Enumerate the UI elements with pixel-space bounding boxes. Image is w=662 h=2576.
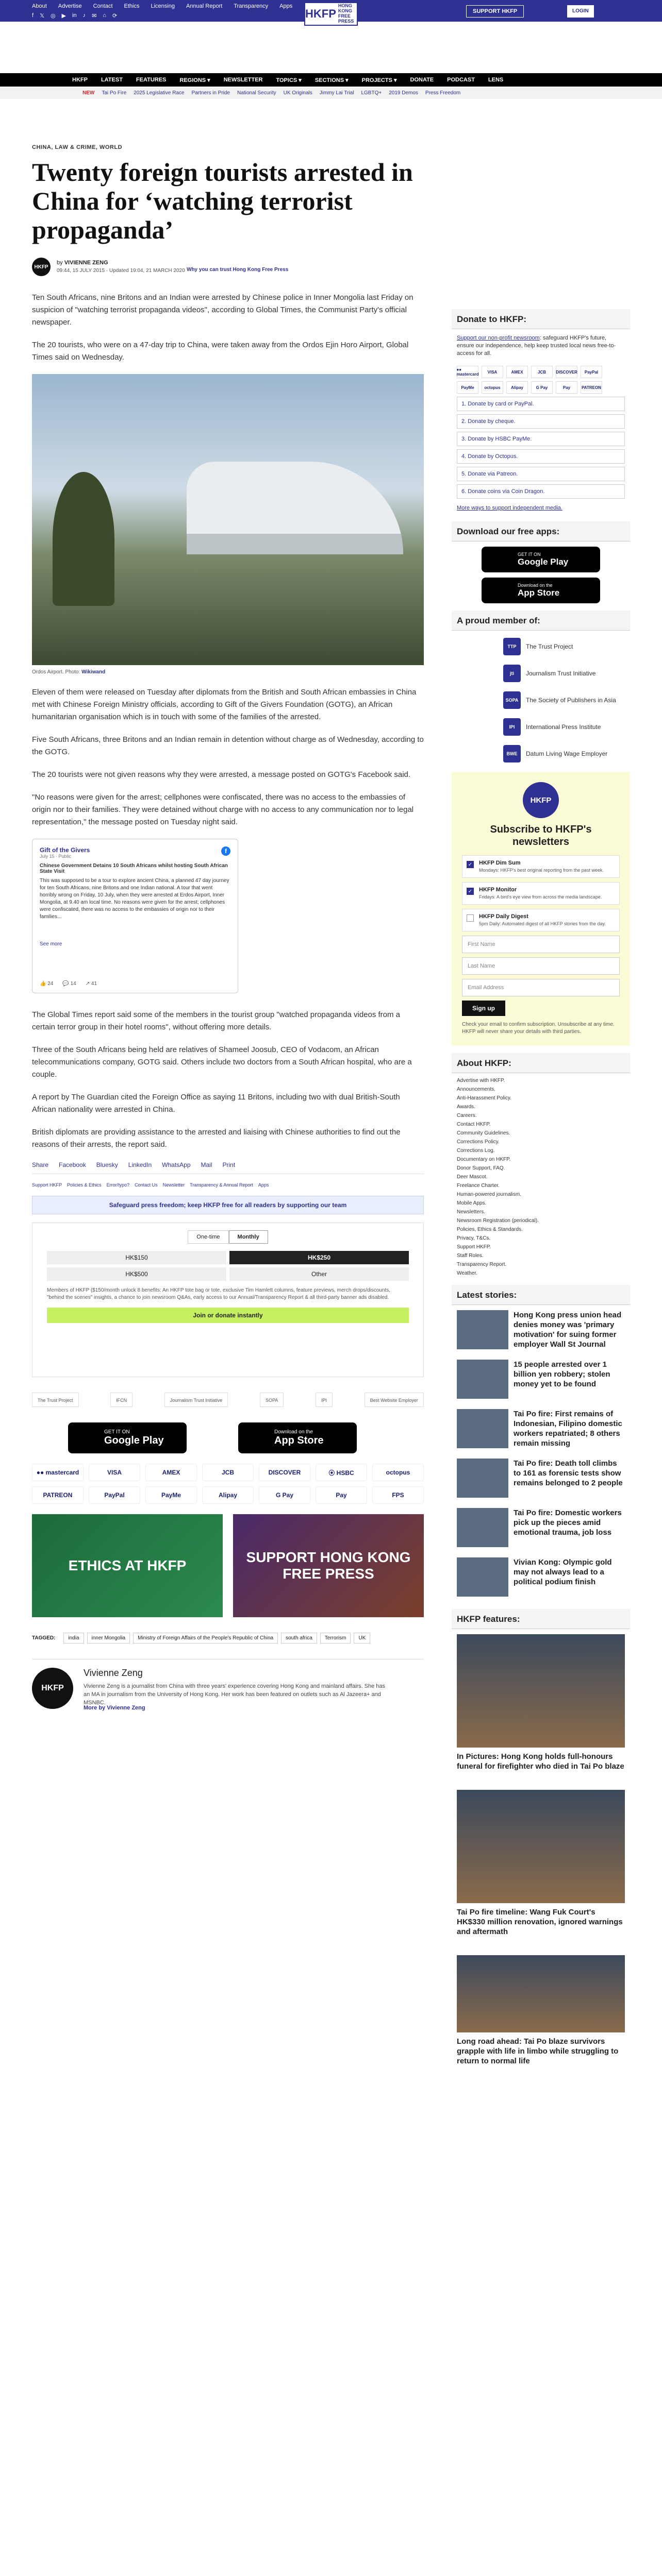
about-link[interactable]: Freelance Charter.: [457, 1183, 500, 1189]
fb-comment-count[interactable]: 💬 14: [62, 981, 76, 987]
policy-link[interactable]: Contact Us: [135, 1182, 158, 1188]
article-body: [32, 292, 424, 1151]
support-promo[interactable]: SUPPORT HONG KONG FREE PRESS: [233, 1514, 424, 1617]
about-list: [452, 1073, 630, 1278]
ipi-logo[interactable]: IPI: [316, 1393, 333, 1407]
paragraph: A report by The Guardian cited the Foreign Office as saying 11 Britons, including two with dual British-South African nationality were arrested in China.: [32, 1093, 400, 1114]
nav-topics[interactable]: TOPICS ▾: [276, 77, 302, 83]
story-thumbnail[interactable]: [457, 1557, 508, 1597]
fb-share-count[interactable]: ↗ 41: [85, 981, 97, 987]
about-link[interactable]: Corrections Log.: [457, 1148, 495, 1154]
about-link[interactable]: Anti-Harassment Policy.: [457, 1095, 511, 1101]
newsletter-option-dim-sum[interactable]: ✓ HKFP Dim Sum Mondays: HKFP's best original reporting from the past week.: [462, 855, 620, 878]
author-avatar[interactable]: HKFP: [32, 258, 51, 276]
patreon-icon[interactable]: PATREON: [32, 1486, 84, 1504]
paragraph: Eleven of them were released on Tuesday after diplomats from the British and South African embassies in China met with Chinese Foreign Ministry officials, according to Gift of the Givers Foundation (GOTG), an African humanitarian organisation which is in touch with some of the families of the arrested.: [32, 688, 417, 721]
monthly-tab[interactable]: Monthly: [229, 1230, 268, 1244]
jcb-icon: JCB: [531, 366, 553, 378]
member-heading: A proud member of:: [452, 611, 630, 631]
payme-icon: PayMe: [457, 381, 478, 394]
trust-link[interactable]: Why you can trust Hong Kong Free Press: [187, 267, 289, 273]
about-link[interactable]: Mobile Apps.: [457, 1200, 487, 1206]
apps-heading: Download our free apps:: [452, 521, 630, 541]
donate-method[interactable]: 6. Donate coins via Coin Dragon.: [457, 484, 625, 499]
article-dates: 09:44, 15 JULY 2015 · Updated 19:04, 21 MARCH 2020: [57, 268, 185, 274]
caption-source-link[interactable]: Wikiwand: [81, 669, 106, 675]
login-button[interactable]: LOGIN: [567, 5, 594, 18]
about-link[interactable]: Documentary on HKFP.: [457, 1157, 511, 1162]
nav-lens[interactable]: LENS: [488, 77, 504, 83]
top-link-ethics[interactable]: Ethics: [124, 3, 140, 9]
feature-story[interactable]: Long road ahead: Tai Po blaze survivors grapple with life in limbo while struggling to return to normal life: [452, 1950, 630, 2079]
subnav-item[interactable]: Press Freedom: [425, 90, 461, 96]
youtube-icon[interactable]: ▶: [61, 13, 67, 19]
linkedin-icon[interactable]: in: [72, 12, 77, 19]
patreon-icon: PATREON: [581, 381, 602, 394]
email-input[interactable]: Email Address: [462, 979, 620, 996]
applepay-icon[interactable]: Pay: [316, 1486, 367, 1504]
amex-icon[interactable]: AMEX: [145, 1464, 197, 1481]
more-by-author-link[interactable]: More by Vivienne Zeng: [84, 1705, 145, 1711]
nav-sections[interactable]: SECTIONS ▾: [315, 77, 349, 83]
checkbox-checked-icon[interactable]: ✓: [467, 861, 474, 868]
author-link[interactable]: VIVIENNE ZENG: [64, 260, 108, 266]
about-link[interactable]: Contact HKFP.: [457, 1122, 491, 1127]
paragraph: "No reasons were given for the arrest; cellphones were confiscated, there was no access to the embassies of origin nor to their families. They were detained without charge with no access to any communication nor to legal representation," the message posted on Tuesday night said.: [32, 793, 414, 826]
sopa-logo[interactable]: SOPA: [260, 1393, 284, 1407]
first-name-input[interactable]: First Name: [462, 936, 620, 953]
alipay-icon: Alipay: [506, 381, 528, 394]
subnav-item[interactable]: 2025 Legislative Race: [134, 90, 185, 96]
about-link[interactable]: Transparency Report.: [457, 1262, 507, 1267]
amount-500[interactable]: HK$500: [47, 1267, 226, 1281]
google-play-badge[interactable]: GET IT ON Google Play: [68, 1422, 187, 1453]
sidebar-payment-icons: [452, 363, 630, 397]
feature-image[interactable]: [457, 1790, 625, 1903]
latest-heading: Latest stories:: [452, 1285, 630, 1305]
feature-story[interactable]: Tai Po fire timeline: Wang Fuk Court's HK$330 million renovation, ignored warnings and aftermath: [452, 1785, 630, 1950]
donate-method[interactable]: 3. Donate by HSBC PayMe.: [457, 432, 625, 446]
nav-features[interactable]: FEATURES: [136, 77, 167, 83]
share-bar: [32, 1161, 424, 1174]
share-facebook[interactable]: Facebook: [59, 1161, 86, 1168]
fb-reactions: [40, 981, 97, 987]
discover-icon[interactable]: DISCOVER: [259, 1464, 310, 1481]
visa-icon: VISA: [482, 366, 503, 378]
paragraph: The 20 tourists, who were on a 47-day trip to China, were taken away from the Ordos Ejin Horo Airport, Global Times said on Wednesday.: [32, 341, 409, 362]
paypal-icon: PayPal: [581, 366, 602, 378]
about-link[interactable]: Human-powered journalism.: [457, 1192, 522, 1197]
share-linkedin[interactable]: LinkedIn: [128, 1161, 152, 1168]
author-bio: Vivienne Zeng is a journalist from China with three years' experience covering Hong Kong and mainland affairs. She has an MA in journalism from the University of Hong Kong. Her work has been featured on outlets such as Al Jazeera+ and MSNBC.: [84, 1683, 386, 1706]
about-heading: About HKFP:: [452, 1053, 630, 1073]
about-link[interactable]: Weather.: [457, 1270, 477, 1276]
top-link-licensing[interactable]: Licensing: [151, 3, 175, 9]
about-link[interactable]: Announcements.: [457, 1087, 496, 1092]
top-link-advertise[interactable]: Advertise: [58, 3, 82, 9]
about-link[interactable]: Staff Roles.: [457, 1253, 484, 1259]
story-thumbnail[interactable]: [457, 1409, 508, 1448]
latest-story[interactable]: Vivian Kong: Olympic gold may not always lead to a political podium finish: [452, 1552, 630, 1602]
tag[interactable]: Terrorism: [320, 1633, 351, 1643]
main-nav: [0, 73, 662, 87]
join-donate-button[interactable]: Join or donate instantly: [47, 1308, 409, 1323]
fb-like-count[interactable]: 👍 24: [40, 981, 54, 987]
newsletter-logo: HKFP: [523, 782, 559, 818]
tag[interactable]: india: [63, 1633, 84, 1643]
share-label[interactable]: Share: [32, 1161, 49, 1168]
image-caption: Ordos Airport. Photo: Wikiwand: [32, 669, 106, 675]
tag-list: [32, 1633, 424, 1643]
tag[interactable]: Ministry of Foreign Affairs of the People's Republic of China: [133, 1633, 278, 1643]
rss-icon[interactable]: ⟳: [112, 13, 118, 19]
author-box: [32, 1659, 424, 1716]
tag[interactable]: inner Mongolia: [87, 1633, 130, 1643]
subnav-item[interactable]: UK Originals: [283, 90, 312, 96]
nav-projects[interactable]: PROJECTS ▾: [361, 77, 397, 83]
amount-other[interactable]: Other: [229, 1267, 409, 1281]
alipay-icon[interactable]: Alipay: [202, 1486, 254, 1504]
feature-story[interactable]: In Pictures: Hong Kong holds full-honours funeral for firefighter who died in Tai Po blaze: [452, 1629, 630, 1785]
hsbc-icon[interactable]: ⦿ HSBC: [316, 1464, 367, 1481]
feature-image[interactable]: [457, 1634, 625, 1748]
social-icons: [32, 12, 117, 19]
hero-image-ordos-airport: [32, 374, 424, 665]
latest-story[interactable]: Tai Po fire: Death toll climbs to 161 as forensic tests show remains belonged to 2 people: [452, 1453, 630, 1503]
jti-logo[interactable]: Journalism Trust Initiative: [164, 1393, 228, 1407]
nav-newsletter[interactable]: NEWSLETTER: [223, 77, 263, 83]
about-link[interactable]: Newsletters.: [457, 1209, 486, 1215]
top-bar: [0, 0, 662, 22]
article-category[interactable]: CHINA, LAW & CRIME, WORLD: [32, 144, 123, 150]
visa-icon[interactable]: VISA: [89, 1464, 140, 1481]
app-store-badges: [68, 1422, 424, 1453]
paragraph: Three of the South Africans being held are relatives of Shameel Joosub, CEO of Vodacom, an African telecommunications company, GOTG said. Others include two doctors from a South African hospital, who are a couple.: [32, 1045, 412, 1079]
membership-note: Members of HKFP ($150/month unlock 8 benefits: An HKFP tote bag or tote, exclusive Tim Hamlett columns, feature previews, merch drops/discounts, "behind the scenes" insights, a chance to join newsroom Q&As, early access to our Annual/Transparency Report & all third-party banner ads disabled.: [47, 1287, 391, 1300]
donate-heading: Donate to HKFP:: [452, 309, 630, 329]
nav-hkfp[interactable]: HKFP: [72, 77, 88, 83]
author-line: by VIVIENNE ZENG: [57, 260, 108, 266]
tiktok-icon[interactable]: ♪: [82, 12, 86, 19]
paragraph: The Global Times report said some of the members in the tourist group "watched propaganda videos from a certain terror group in their hotel rooms", without offering more details.: [32, 1010, 401, 1031]
paypal-icon[interactable]: PayPal: [89, 1486, 140, 1504]
about-link[interactable]: Careers.: [457, 1113, 477, 1118]
features-heading: HKFP features:: [452, 1609, 630, 1629]
amount-250[interactable]: HK$250: [229, 1251, 409, 1264]
sign-up-button[interactable]: Sign up: [462, 1001, 505, 1016]
support-newsroom-link[interactable]: Support our non-profit newsroom: [457, 335, 540, 341]
one-time-tab[interactable]: One-time: [188, 1230, 228, 1244]
payment-methods: [32, 1464, 424, 1504]
employer-logo[interactable]: Best Website Employer: [365, 1393, 424, 1407]
about-link[interactable]: Donor Support, FAQ.: [457, 1165, 505, 1171]
author-box-name[interactable]: Vivienne Zeng: [84, 1668, 143, 1678]
octopus-icon[interactable]: octopus: [372, 1464, 424, 1481]
about-link[interactable]: Deer Mascot.: [457, 1174, 488, 1180]
google-play-badge[interactable]: GET IT ON Google Play: [482, 547, 600, 572]
about-link[interactable]: Policies, Ethics & Standards.: [457, 1227, 523, 1232]
octopus-icon: octopus: [482, 381, 503, 394]
gpay-icon: G Pay: [531, 381, 553, 394]
policy-link[interactable]: Apps: [258, 1182, 269, 1188]
newsletter-note: Check your email to confirm subscription. Unsubscribe at any time. HKFP will never share your details with third parties.: [462, 1022, 615, 1035]
instagram-icon[interactable]: ◎: [50, 13, 56, 19]
last-name-input[interactable]: Last Name: [462, 957, 620, 975]
ifcn-logo[interactable]: IFCN: [110, 1393, 133, 1407]
article-title: Twenty foreign tourists arrested in China for ‘watching terrorist propaganda’: [32, 158, 413, 244]
donate-text: Support our non-profit newsroom: safeguard HKFP's future, ensure our independence, help keep trusted local news free-to-access for all.: [457, 335, 616, 357]
latest-story[interactable]: Tai Po fire: First remains of Indonesian, Filipino domestic workers repatriated; 8 others remain missing: [452, 1404, 630, 1453]
discover-icon: DISCOVER: [556, 366, 577, 378]
newsletter-title: Subscribe to HKFP's newsletters: [490, 824, 592, 848]
share-mail[interactable]: Mail: [201, 1161, 212, 1168]
top-link-annual-report[interactable]: Annual Report: [186, 3, 223, 9]
paragraph: British diplomats are providing assistance to the arrested and liaising with Chinese authorities to find out the reasons of their arrests, the report said.: [32, 1128, 401, 1149]
new-badge: NEW: [82, 90, 95, 96]
about-link[interactable]: Community Guidelines.: [457, 1130, 510, 1136]
subnav-item[interactable]: Partners in Pride: [191, 90, 230, 96]
facebook-icon[interactable]: f: [32, 12, 34, 19]
member-logo[interactable]: IPI International Press Institute: [503, 716, 630, 738]
support-hkfp-button[interactable]: SUPPORT HKFP: [466, 5, 524, 18]
newsletter-signup: [452, 772, 630, 1046]
member-logo[interactable]: jti Journalism Trust Initiative: [503, 663, 630, 684]
story-thumbnail[interactable]: [457, 1310, 508, 1349]
story-thumbnail[interactable]: [457, 1459, 508, 1498]
checkbox-checked-icon[interactable]: ✓: [467, 888, 474, 895]
donate-methods: [452, 397, 630, 499]
about-link[interactable]: Advertise with HKFP.: [457, 1078, 505, 1083]
fb-page-name[interactable]: Gift of the Givers: [40, 846, 90, 854]
safeguard-banner[interactable]: Safeguard press freedom; keep HKFP free for all readers by supporting our team: [32, 1196, 424, 1214]
byline: [32, 258, 424, 278]
latest-story[interactable]: Hong Kong press union head denies money was 'primary motivation' for suing former employer Wall St Journal: [452, 1305, 630, 1354]
gpay-icon[interactable]: G Pay: [259, 1486, 310, 1504]
story-thumbnail[interactable]: [457, 1360, 508, 1399]
partner-logos: [32, 1393, 424, 1407]
tag[interactable]: UK: [354, 1633, 370, 1643]
airport-building-shape: [187, 462, 403, 554]
ethics-promo[interactable]: ETHICS AT HKFP: [32, 1514, 223, 1617]
tagged-label: TAGGED:: [32, 1635, 56, 1641]
nav-donate[interactable]: DONATE: [410, 77, 434, 83]
amount-options: [47, 1251, 409, 1281]
feature-image[interactable]: [457, 1955, 625, 2032]
home-icon[interactable]: ⌂: [103, 12, 106, 19]
paragraph: The 20 tourists were not given reasons why they were arrested, a message posted on GOTG's Facebook said.: [32, 770, 411, 779]
about-link[interactable]: Corrections Policy.: [457, 1139, 500, 1145]
subnav-item[interactable]: Jimmy Lai Trial: [319, 90, 354, 96]
share-print[interactable]: Print: [222, 1161, 236, 1168]
hkfp-logo[interactable]: HKFP HONG KONG FREE PRESS: [304, 2, 358, 26]
policy-links: [32, 1182, 424, 1188]
nav-podcast[interactable]: PODCAST: [447, 77, 475, 83]
amount-150[interactable]: HK$150: [47, 1251, 226, 1264]
fps-icon[interactable]: FPS: [372, 1486, 424, 1504]
top-link-contact[interactable]: Contact: [93, 3, 113, 9]
mastercard-icon[interactable]: ●● mastercard: [32, 1464, 84, 1481]
fb-post-title: Chinese Government Detains 10 South Africans whilst hosting South African State Visit: [40, 863, 228, 874]
article: [32, 144, 424, 1716]
member-logo[interactable]: BWE Datum Living Wage Employer: [503, 743, 630, 765]
nav-latest[interactable]: LATEST: [101, 77, 123, 83]
about-link[interactable]: Awards.: [457, 1104, 475, 1110]
checkbox-icon[interactable]: [467, 914, 474, 922]
top-links: [32, 3, 318, 9]
paragraph: Five South Africans, three Britons and an Indian remain in detention without charge as of Wednesday, according to the GOTG.: [32, 735, 424, 756]
app-store-badge[interactable]: Download on the App Store: [482, 578, 600, 603]
about-link[interactable]: Privacy, T&Cs.: [457, 1235, 491, 1241]
amex-icon: AMEX: [506, 366, 528, 378]
subnav-item[interactable]: 2019 Demos: [389, 90, 418, 96]
jcb-icon[interactable]: JCB: [202, 1464, 254, 1481]
mastercard-icon: ●● mastercard: [457, 366, 478, 378]
about-link[interactable]: Support HKFP.: [457, 1244, 491, 1250]
newsletter-option-daily[interactable]: HKFP Daily Digest 5pm Daily: Automated digest of all HKFP stories from the day.: [462, 909, 620, 931]
fb-post-text: This was supposed to be a tour to explore ancient China, a planned 47 day journey for ten South Africans, nine Britons and one Indian national. A tour that went horribly wrong on Friday, 10 July, when they were arrested at Erdos Airport, Inner Mongolia, at 9.40 am local time. No reasons were given for the arrest; cellphones were confiscated, there was no access to the embassies of origin nor to their families...: [40, 878, 229, 920]
member-logo[interactable]: SOPA The Society of Publishers in Asia: [503, 689, 630, 711]
subnav-item[interactable]: LGBTQ+: [361, 90, 382, 96]
about-link[interactable]: Newsroom Registration (periodical).: [457, 1218, 539, 1224]
sidebar: [452, 309, 630, 2079]
author-box-avatar[interactable]: HKFP: [32, 1668, 73, 1709]
policy-link[interactable]: Transparency & Annual Report: [190, 1182, 253, 1188]
donate-method[interactable]: 5. Donate via Patreon.: [457, 467, 625, 481]
fb-post-date: July 15 · Public: [40, 854, 72, 859]
fb-see-more[interactable]: See more: [40, 941, 62, 947]
subnav-item[interactable]: Tai Po Fire: [102, 90, 127, 96]
donate-widget: [32, 1223, 424, 1377]
donate-method[interactable]: 1. Donate by card or PayPal.: [457, 397, 625, 411]
policy-link[interactable]: Error/typo?: [106, 1182, 130, 1188]
latest-story[interactable]: Tai Po fire: Domestic workers pick up the pieces amid emotional trauma, job loss: [452, 1503, 630, 1552]
top-link-transparency[interactable]: Transparency: [234, 3, 269, 9]
top-link-apps[interactable]: Apps: [279, 3, 293, 9]
donate-method[interactable]: 4. Donate by Octopus.: [457, 449, 625, 464]
newsletter-option-monitor[interactable]: ✓ HKFP Monitor Fridays: A bird's eye view from across the media landscape.: [462, 882, 620, 905]
latest-story[interactable]: 15 people arrested over 1 billion yen robbery; stolen money yet to be found: [452, 1354, 630, 1404]
tag[interactable]: south africa: [281, 1633, 317, 1643]
policy-link[interactable]: Newsletter: [162, 1182, 185, 1188]
facebook-icon: f: [221, 846, 230, 856]
trust-project-logo[interactable]: The Trust Project: [32, 1393, 79, 1407]
member-logo[interactable]: TTP The Trust Project: [503, 636, 630, 657]
tree-shape: [53, 472, 114, 606]
frequency-toggle: [47, 1230, 409, 1244]
nav-regions[interactable]: REGIONS ▾: [179, 77, 210, 83]
share-whatsapp[interactable]: WhatsApp: [162, 1161, 191, 1168]
app-store-badge[interactable]: Download on the App Store: [238, 1422, 357, 1453]
email-icon[interactable]: ✉: [92, 13, 97, 19]
sub-nav: [0, 88, 662, 99]
policy-link[interactable]: Policies & Ethics: [67, 1182, 102, 1188]
donate-method[interactable]: 2. Donate by cheque.: [457, 414, 625, 429]
share-bluesky[interactable]: Bluesky: [96, 1161, 118, 1168]
subnav-item[interactable]: National Security: [237, 90, 276, 96]
applepay-icon: Pay: [556, 381, 577, 394]
payme-icon[interactable]: PayMe: [145, 1486, 197, 1504]
top-link-about[interactable]: About: [32, 3, 47, 9]
facebook-embed[interactable]: [32, 839, 238, 993]
promo-banners: [32, 1514, 424, 1617]
more-ways-link[interactable]: More ways to support independent media.: [457, 505, 562, 511]
policy-link[interactable]: Support HKFP: [32, 1182, 62, 1188]
x-icon[interactable]: 𝕏: [40, 13, 44, 19]
paragraph: Ten South Africans, nine Britons and an Indian were arrested by Chinese police in Inner Mongolia last Friday on suspicion of "watching terrorist propaganda videos", according to Global Times, the Communist Party's official newspaper.: [32, 293, 413, 327]
story-thumbnail[interactable]: [457, 1508, 508, 1547]
